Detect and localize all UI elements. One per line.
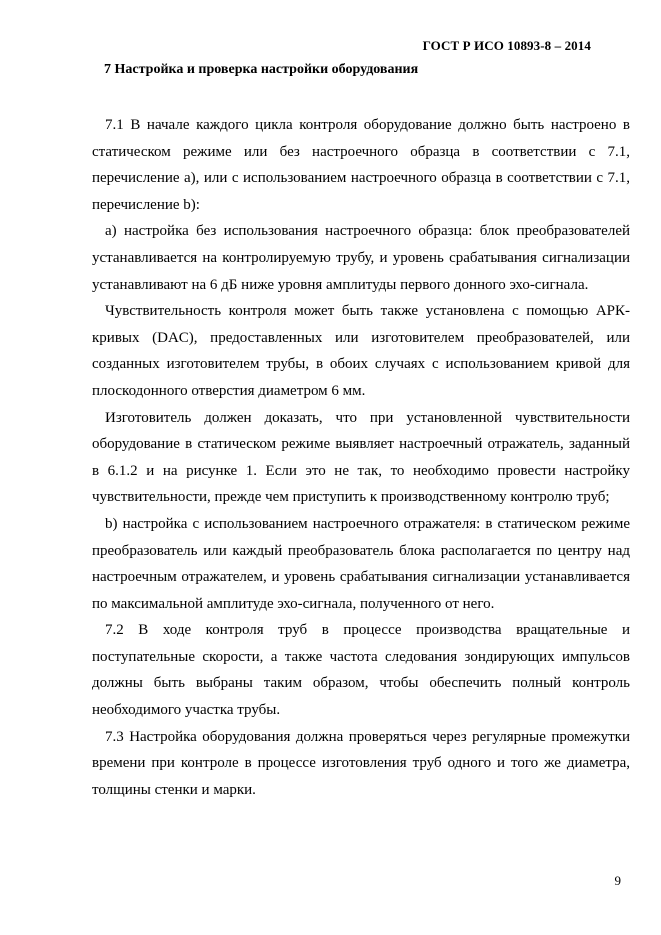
paragraph-manufacturer: Изготовитель должен доказать, что при установленной чувствительности оборудование в статическом режиме выявляет настроечный отражатель, заданный в 6.1.2 и на рисунке 1. Если это не так, то необходимо провести настройку чувствительности, прежде чем приступить к производственному контролю труб; <box>92 409 630 506</box>
page-number: 9 <box>614 873 621 888</box>
paragraph-7-3: 7.3 Настройка оборудования должна проверяться через регулярные промежутки времени при контроле в процессе изготовления труб одного и того же диаметра, толщины стенки и марки. <box>92 728 630 798</box>
paragraph-7-1-a: а) настройка без использования настроечного образца: блок преобразователей устанавливается на контролируемую трубу, и уровень срабатывания сигнализации устанавливают на 6 дБ ниже уровня амплитуды первого донного эхо-сигнала. <box>92 223 630 293</box>
section-body <box>92 112 630 803</box>
paragraph-7-1: 7.1 В начале каждого цикла контроля оборудование должно быть настроено в статическом режиме или без настроечного образца в соответствии с 7.1, перечисление а), или с использованием настроечного образца в соответствии с 7.1, перечисление b): <box>92 117 630 213</box>
section-title: 7 Настройка и проверка настройки оборудования <box>104 62 419 77</box>
paragraph-7-2: 7.2 В ходе контроля труб в процессе производства вращательные и поступательные скорости, а также частота следования зондирующих импульсов должны быть выбраны таким образом, чтобы обеспечить полный контроль необходимого участка трубы. <box>92 622 630 719</box>
paragraph-7-1-b: b) настройка с использованием настроечного отражателя: в статическом режиме преобразователь или каждый преобразователь блока располагается по центру над настроечным отражателем, и уровень срабатывания сигнализации устанавливается по максимальной амплитуде эхо-сигнала, полученного от него. <box>92 515 630 612</box>
paragraph-sensitivity: Чувствительность контроля может быть также установлена с помощью АРК-кривых (DAC), предоставленных или изготовителем преобразователей, или созданных изготовителем трубы, в обоих случаях с использованием кривой для плоскодонного отверстия диаметром 6 мм. <box>92 303 630 399</box>
document-id-header: ГОСТ Р ИСО 10893-8 – 2014 <box>422 38 591 53</box>
